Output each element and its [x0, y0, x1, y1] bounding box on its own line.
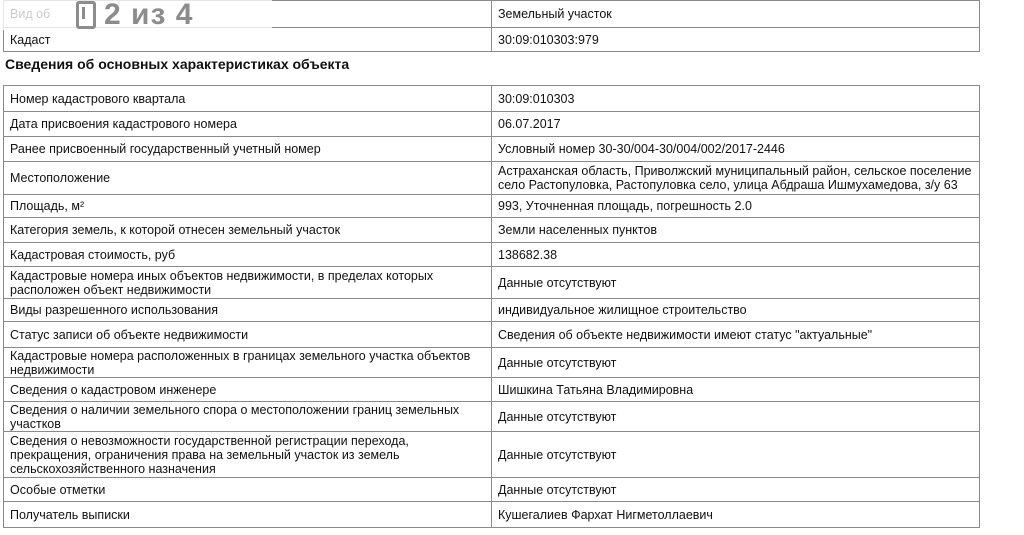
- table-row: [4, 378, 980, 402]
- row-label: Кадастровые номера расположенных в границах земельного участка объектов недвижимости: [4, 348, 492, 378]
- row-value: 06.07.2017: [492, 112, 980, 137]
- row-value: 138682.38: [492, 243, 980, 267]
- row-value: Данные отсутствуют: [492, 402, 980, 432]
- row-value: Шишкина Татьяна Владимировна: [492, 378, 980, 402]
- row-label: Категория земель, к которой отнесен земельный участок: [4, 218, 492, 243]
- table-row: [4, 218, 980, 243]
- row-value: Кушегалиев Фархат Нигметоллаевич: [492, 502, 980, 528]
- row-value: Земли населенных пунктов: [492, 218, 980, 243]
- row-value: Данные отсутствуют: [492, 267, 980, 299]
- characteristics-table: [3, 85, 980, 528]
- row-label: Сведения о кадастровом инженере: [4, 378, 492, 402]
- page-counter: 2 из 4: [104, 0, 194, 31]
- table-row: [4, 137, 980, 162]
- row-label: Сведения о наличии земельного спора о местоположении границ земельных участков: [4, 402, 492, 432]
- row-value: 30:09:010303: [492, 86, 980, 112]
- row-label: Местоположение: [4, 162, 492, 195]
- table-row: [4, 478, 980, 502]
- row-value: Данные отсутствуют: [492, 432, 980, 478]
- row-value: Астраханская область, Приволжский муниципальный район, сельское поселение село Растопуловка, Растопуловка село, улица Абдраша Ишмухамедова, з/у 63: [492, 162, 980, 195]
- table-row: [4, 243, 980, 267]
- table-row: [4, 432, 980, 478]
- row-label: Дата присвоения кадастрового номера: [4, 112, 492, 137]
- table-row: [4, 267, 980, 299]
- row-label: Номер кадастрового квартала: [4, 86, 492, 112]
- row-label: Виды разрешенного использования: [4, 299, 492, 322]
- row-value: Условный номер 30-30/004-30/004/002/2017-2446: [492, 137, 980, 162]
- row-label: Особые отметки: [4, 478, 492, 502]
- row-label: Сведения о невозможности государственной регистрации перехода, прекращения, ограничения права на земельный участок из земель сельскохозяйственного назначения: [4, 432, 492, 478]
- table-row: [4, 86, 980, 112]
- row-value: Данные отсутствуют: [492, 478, 980, 502]
- section-title: Сведения об основных характеристиках объекта: [5, 56, 350, 72]
- row-label: Кадастровая стоимость, руб: [4, 243, 492, 267]
- row-label: Ранее присвоенный государственный учетный номер: [4, 137, 492, 162]
- pages-icon: [76, 1, 96, 29]
- table-row: [4, 195, 980, 218]
- table-row: [4, 502, 980, 528]
- row-label: Статус записи об объекте недвижимости: [4, 322, 492, 348]
- table-row: [4, 162, 980, 195]
- row-value: Данные отсутствуют: [492, 348, 980, 378]
- table-row: [4, 402, 980, 432]
- row-value: индивидуальное жилищное строительство: [492, 299, 980, 322]
- table-row: [4, 322, 980, 348]
- row-label: Площадь, м²: [4, 195, 492, 218]
- row-value: Земельный участок: [492, 1, 980, 28]
- row-value: 993, Уточненная площадь, погрешность 2.0: [492, 195, 980, 218]
- row-label: Кадастровые номера иных объектов недвижимости, в пределах которых расположен объект недвижимости: [4, 267, 492, 299]
- table-row: [4, 299, 980, 322]
- row-value: 30:09:010303:979: [492, 28, 980, 52]
- page-counter-overlay: [0, 0, 272, 30]
- row-value: Сведения об объекте недвижимости имеют статус "актуальные": [492, 322, 980, 348]
- table-row: [4, 348, 980, 378]
- table-row: [4, 112, 980, 137]
- row-label: Кадаст: [4, 28, 492, 52]
- row-label: Получатель выписки: [4, 502, 492, 528]
